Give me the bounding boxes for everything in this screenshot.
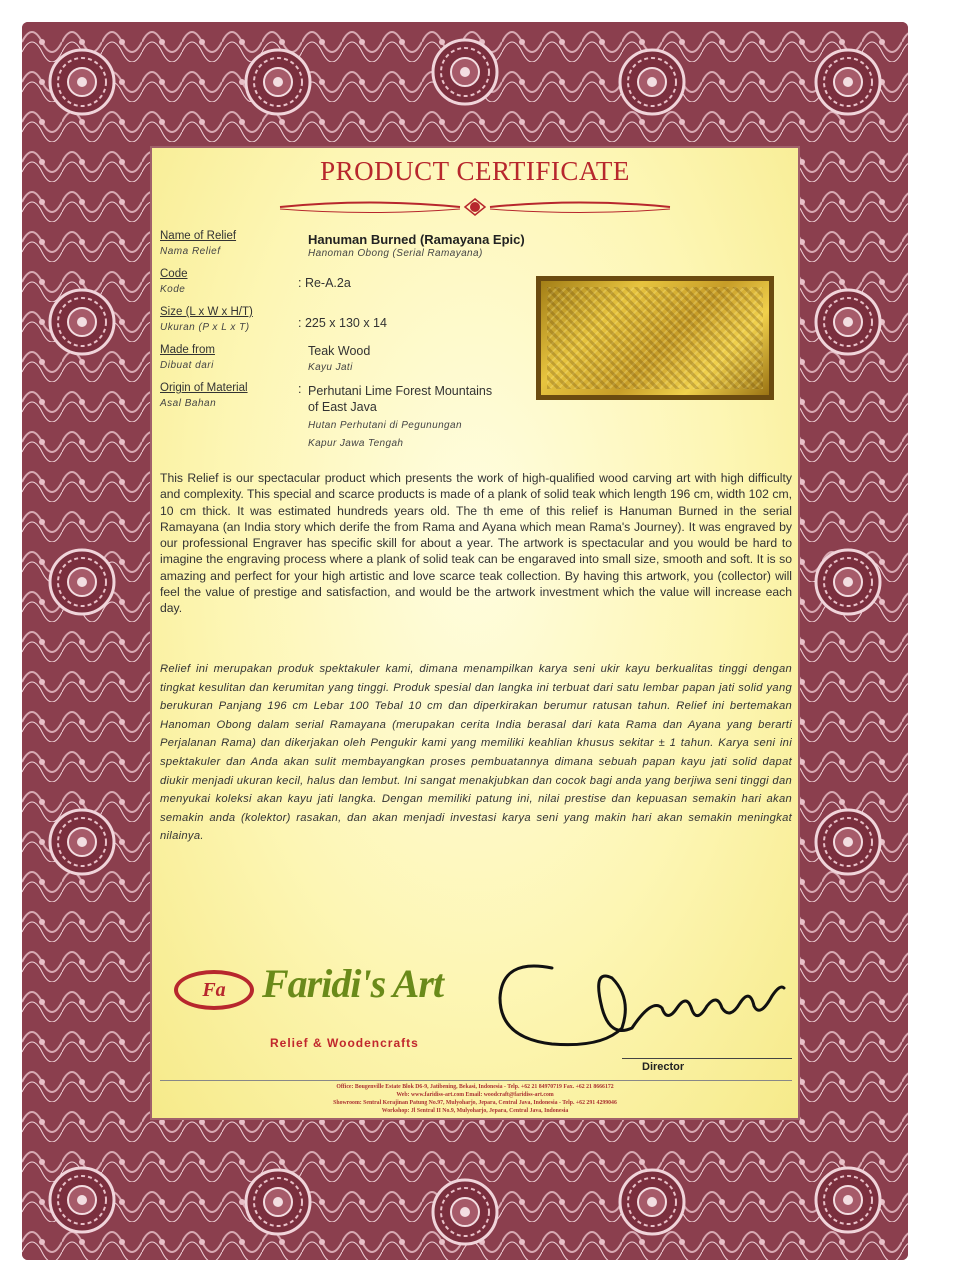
name-label-id: Nama Relief xyxy=(160,246,221,257)
company-logo xyxy=(166,958,496,1058)
origin-value-id-2: Kapur Jawa Tengah xyxy=(308,438,404,449)
name-value: Hanuman Burned (Ramayana Epic) xyxy=(308,232,525,247)
relief-photo xyxy=(536,276,774,400)
description-english: This Relief is our spectacular product which presents the work of high-qualified wood carving art with high difficulty and complexity. This special and scarce products is made of a plank of solid teak which length 196 cm, width 102 cm, 10 cm thick. It was estimated hundreds years old. The th eme of this relief is Hanuman Burned in the serial Ramayana (an India story which derife the from Rama and Ayana which mean Rama's Journey). It was engraved by our professional Engraver has specific skill for about a year. The artwork is spectacular and you would be hard to imagine the engraving process where a plank of solid teak can be engaraved into small size, smooth and soft. It is so amazing and perfect for your high artistic and love scarce teak collection. By having this artwork, you (collector) will feel the value of prestige and satisfaction, and would be the artwork investment which the value will increase each day. xyxy=(160,471,792,616)
code-label: Code xyxy=(160,268,188,280)
made-from-label-id: Dibuat dari xyxy=(160,360,214,371)
size-label-id: Ukuran (P x L x T) xyxy=(160,322,250,333)
footer-showroom: Showroom: Sentral Kerajinan Patung No.97, Mulyoharjo, Jepara, Central Java, Indonesia - Telp. +62 291 4299046 xyxy=(333,1100,617,1106)
origin-label: Origin of Material xyxy=(160,382,248,394)
logo-name: Faridi's Art xyxy=(262,961,444,1006)
origin-value-1: Perhutani Lime Forest Mountains xyxy=(308,384,493,398)
footer-rule xyxy=(160,1080,792,1081)
code-label-id: Kode xyxy=(160,284,186,295)
size-label: Size (L x W x H/T) xyxy=(160,306,253,318)
origin-value-2: of East Java xyxy=(308,400,377,414)
name-label: Name of Relief xyxy=(160,230,237,242)
origin-value-id-1: Hutan Perhutani di Pegunungan xyxy=(308,420,462,431)
origin-colon: : xyxy=(298,382,302,396)
code-value: : Re-A.2a xyxy=(298,276,351,290)
origin-label-id: Asal Bahan xyxy=(160,398,217,409)
description-indonesian: Relief ini merupakan produk spektakuler kami, dimana menampilkan karya seni ukir kayu berkualitas tinggi dengan tingkat kesulitan dan kerumitan yang tinggi. Produk spesial dan langka ini terbuat dari satu lembar papan jati solid yang berukuran Panjang 196 cm Lebar 100 Tebal 10 cm dan diperkirakan berumur ratusan tahun. Relief ini bertemakan Hanoman Obong dalam serial Ramayana (merupakan cerita India berasal dari kata Rama dan Ayana yang berarti Perjalanan Rama) dan dikerjakan oleh Pengukir kami yang memiliki keahlian khusus sekitar ± 1 tahun. Karya seni ini spektakuler dan Anda akan sulit membayangkan proses pembuatannya dimana sebuah papan kayu jati solid dapat diukir menjadi ukuran kecil, halus dan lembut. Ini sangat menakjubkan dan cocok bagi anda yang berjiwa seni tinggi dan menyukai koleksi akan kayu jati langka. Dengan memiliki patung ini, nilai prestise dan kepuasan semakin hari akan semakin anda (kolektor) rasakan, dan akan menjadi investasi karya seni yang makin hari akan semakin meningkat nilainya. xyxy=(160,663,792,843)
footer-web: Web: www.faridiss-art.com Email: woodcraft@faridiss-art.com xyxy=(396,1092,554,1098)
director-signature xyxy=(492,948,792,1058)
name-value-id: Hanoman Obong (Serial Ramayana) xyxy=(308,248,483,259)
director-label: Director xyxy=(642,1061,685,1073)
footer-workshop: Workshop: Jl Sentral II No.9, Mulyoharjo, Jepara, Central Java, Indonesia xyxy=(381,1108,569,1114)
title-ornament xyxy=(270,196,680,218)
logo-mark: Fa xyxy=(174,970,254,1010)
made-from-label: Made from xyxy=(160,344,215,356)
size-value: : 225 x 130 x 14 xyxy=(298,316,387,330)
footer-office: Office: Bougenville Estate Blok D6-9, Jatibening, Bekasi, Indonesia - Telp. +62 21 84970719 Fax. +62 21 8666172 xyxy=(336,1084,614,1090)
signature-line xyxy=(622,1058,792,1059)
certificate-title: PRODUCT CERTIFICATE xyxy=(320,156,630,186)
logo-tagline: Relief & Woodencrafts xyxy=(270,1036,419,1050)
made-from-value: Teak Wood xyxy=(308,344,371,358)
made-from-value-id: Kayu Jati xyxy=(308,362,353,373)
certificate-panel xyxy=(150,146,800,1120)
